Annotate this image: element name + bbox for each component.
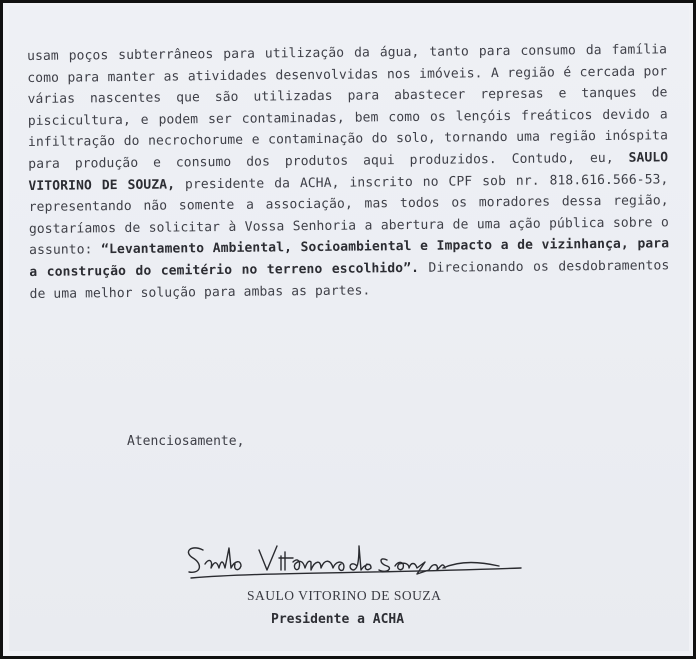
signer-name-inline: SAULO VITORINO DE SOUZA,: [28, 150, 669, 194]
body-text-part-1: usam poços subterrâneos para utilização da água, tanto para consumo da família como para manter as atividades desenvolvidas nos imóveis. A região é cercada por várias nascentes que são utilizadas para abastecer represas e tanques de piscicultura, e podem ser contaminadas, bem como os lençóis freáticos devido a infiltração do necrochorume e contaminação do solo, tornando uma região inóspita para produção e consumo dos produtos aqui produzidos. Contudo, eu,: [27, 42, 669, 172]
body-text-part-2: presidente da ACHA, inscrito no CPF sob nr. 818.616.566-53, representando não somente a associação, mas todos os moradores dessa região, gostaríamos de solicitar à Vossa Senhoria a abertura de uma ação pública sobre o assunto:: [28, 171, 669, 259]
closing-salutation: Atenciosamente,: [127, 434, 245, 449]
letter-body-paragraph: [27, 39, 670, 305]
request-subject: “Levantamento Ambiental, Socioambiental e Impacto a de vizinhança, para a construção do cemitério no terreno escolhido”.: [29, 236, 670, 280]
body-text-part-3: Direcionando os desdobramentos de uma melhor solução para ambas as partes.: [29, 258, 670, 302]
signer-title: Presidente a ACHA: [271, 612, 405, 627]
signer-name: SAULO VITORINO DE SOUZA: [247, 588, 442, 603]
letter-page: [9, 6, 689, 651]
